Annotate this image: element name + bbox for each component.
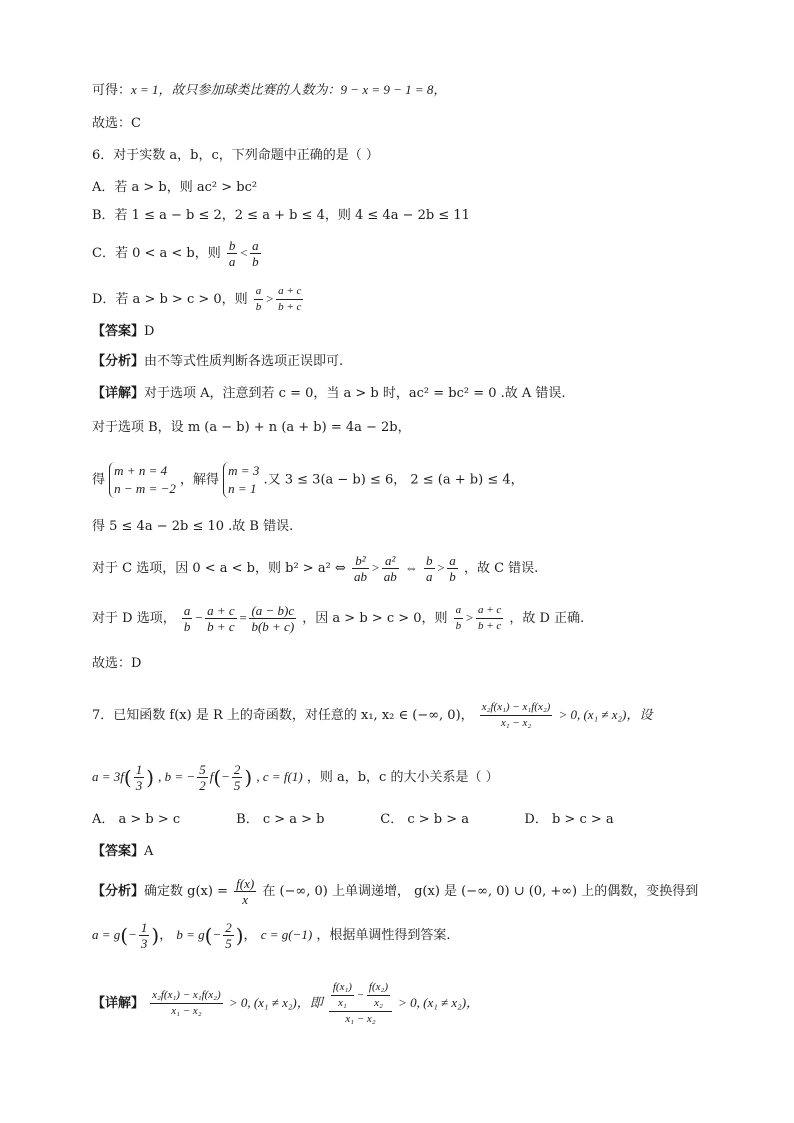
q6-option-c: C．若 0 < a < b，则 $\frac{b}{a}$ < $\frac{a}{b}$: [92, 238, 259, 269]
q6-detail-1: 【详解】对于选项 A，注意到若 c = 0，当 a > b 时，ac² = bc² = 0 .故 A 错误.: [92, 386, 566, 401]
q7-stem: 7．已知函数 f(x) 是 R 上的奇函数，对任意的 x₁, x₂ ∈ (−∞, 0)， $\frac{\text{x₂f(x₁) − x₁f(x₂)}}{\text{x₁ − x₂}}$ > 0, (x₁ ≠ x₂)，设: [92, 701, 653, 729]
q7-option-c: C． c > b > a: [380, 812, 470, 827]
q7-option-a: A． a > b > c: [92, 812, 181, 827]
q7-answer: 【答案】A: [92, 844, 154, 859]
prev-choose: 故选：C: [92, 116, 141, 131]
q7-options: [92, 810, 614, 830]
prev-result-line: 可得：x = 1，故只参加球类比赛的人数为：9 − x = 9 − 1 = 8，: [92, 82, 447, 98]
q6-detail-5: 对于 C 选项，因 0 < a < b，则 b² > a² ⇔ $\frac{\text{b²}}{ab}$ > $\frac{\text{a²}}{ab}$ ⇔ $\frac{b}{a}$ > $\frac{a}{b}$ ，故 C 错误.: [92, 553, 539, 584]
q7-analysis: 【分析】确定数 g(x) = $\frac{f(x)}{x}$ 在 (−∞, 0) 上单调递增， g(x) 是 (−∞, 0) ∪ (0, +∞) 上的偶数，变换得到: [92, 876, 699, 907]
q7-definitions: a = 3f( $\frac{1}{3}$ ) , b = − $\frac{5}{2}$ f(− $\frac{2}{5}$ ) , c = f(1) ，则 a，b，c 的大小关系是（ ）: [92, 762, 499, 793]
q6-analysis: 【分析】由不等式性质判断各选项正误即可.: [92, 354, 344, 369]
q7-option-d: D． b > c > a: [524, 812, 614, 827]
q6-detail-6: 对于 D 选项， $\frac{a}{b}$ − $\frac{a + c}{b + c}$ = $\frac{(a - b)c}{b(b + c)}$ ，因 a > b > c > 0，则 $\frac{a}{b}$ > $\frac{a + c}{b + c}$ ，故 D 正确.: [92, 603, 585, 634]
q6-option-a: A．若 a > b，则 ac² > bc²: [92, 180, 258, 195]
q6-option-b: B．若 1 ≤ a − b ≤ 2，2 ≤ a + b ≤ 4，则 4 ≤ 4a − 2b ≤ 11: [92, 208, 470, 223]
q6-answer: 【答案】D: [92, 324, 155, 339]
q6-detail-4: 得 5 ≤ 4a − 2b ≤ 10 .故 B 错误.: [92, 519, 294, 534]
q6-detail-3: 得 m + n = 4 n − m = −2 ，解得 m = 3 n = 1 .又 3 ≤ 3(a − b) ≤ 6， 2 ≤ (a + b) ≤ 4，: [92, 463, 524, 496]
q7-analysis-2: a = g(− $\frac{1}{3}$ )， b = g(− $\frac{2}{5}$ )， c = g(−1) ，根据单调性得到答案.: [92, 920, 451, 951]
q7-detail: 【详解】 $\frac{\text{x₂f(x₁) − x₁f(x₂)}}{\text{x₁ − x₂}}$ > 0, (x₁ ≠ x₂)，即 $\frac{\text{f(x₁)}}{\text{x₁}}$ − $\frac{\text{f(x₂)}}{\text{x₂}}$ x₁ − x₂ > 0, (x₁ ≠ x₂)，: [92, 981, 480, 1025]
q6-detail-2: 对于选项 B，设 m (a − b) + n (a + b) = 4a − 2b，: [92, 420, 411, 435]
q7-option-b: B． c > a > b: [236, 812, 325, 827]
q6-option-d: D．若 a > b > c > 0，则 $\frac{a}{b}$ > $\frac{a + c}{b + c}$: [92, 285, 302, 313]
q6-choose: 故选：D: [92, 656, 142, 671]
q6-stem: 6．对于实数 a，b，c，下列命题中正确的是（ ）: [92, 148, 379, 163]
